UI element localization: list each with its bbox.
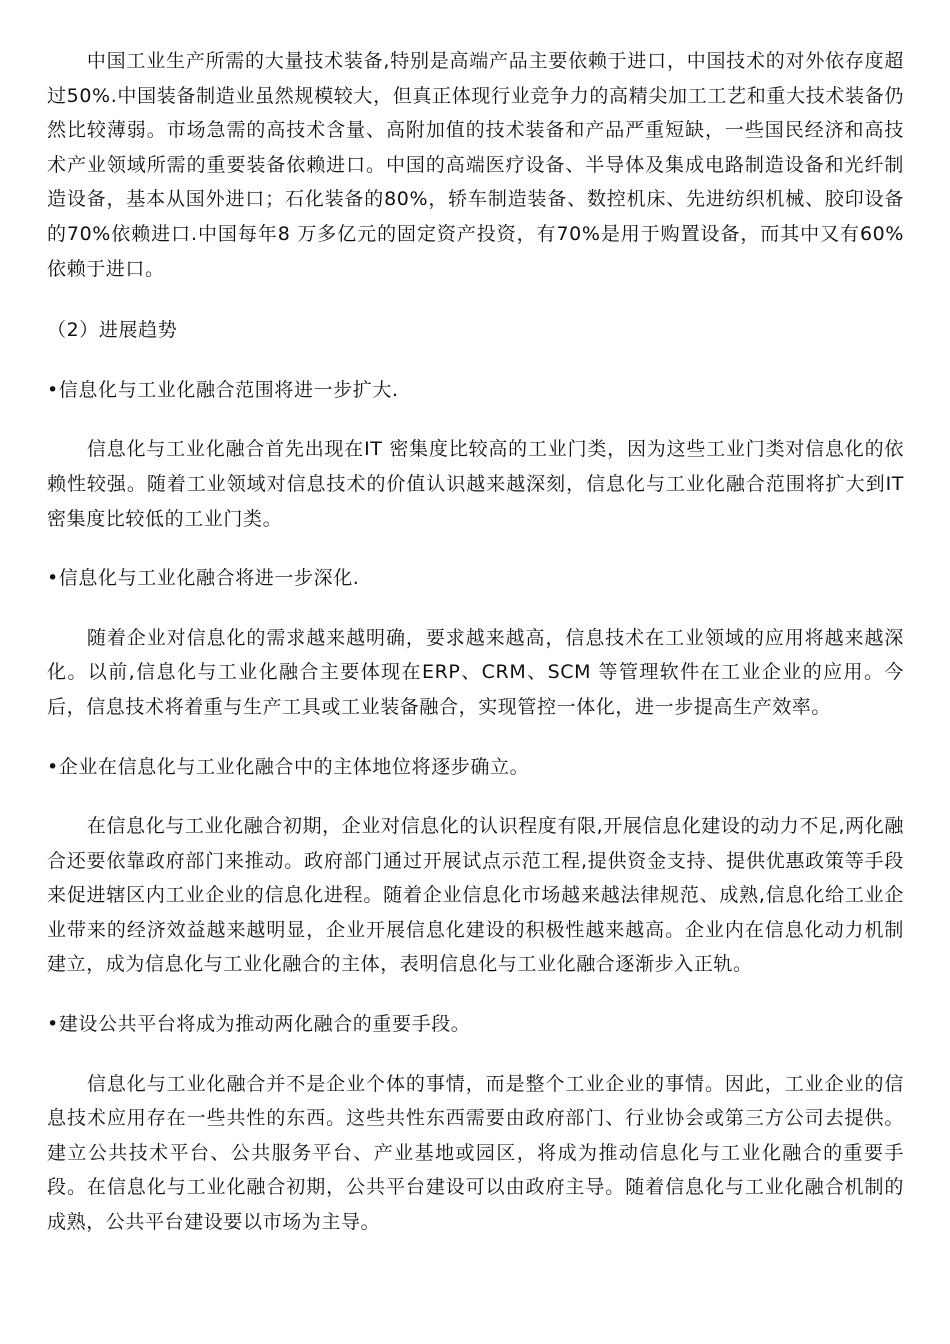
bullet-scope-expansion: •信息化与工业化融合范围将进一步扩大. xyxy=(47,378,399,401)
bullet-public-platform: •建设公共平台将成为推动两化融合的重要手段。 xyxy=(47,1013,471,1036)
paragraph-enterprise-role: 在信息化与工业化融合初期，企业对信息化的认识程度有限,开展信息化建设的动力不足,两化融合还要依靠政府部门来推动。政府部门通过开展试点示范工程,提供资金支持、提供优惠政策等手段来促进辖区内工业企业的信息化进程。随着企业信息化市场越来越法律规范、成熟,信息化给工业企业带来的经济效益越来越明显，企业开展信息化建设的积极性越来越高。企业内在信息化动力机制建立，成为信息化与工业化融合的主体，表明信息化与工业化融合逐渐步入正轨。 xyxy=(47,815,904,976)
paragraph-public-platform: 信息化与工业化融合并不是企业个体的事情，而是整个工业企业的事情。因此，工业企业的信息技术应用存在一些共性的东西。这些共性东西需要由政府部门、行业协会或第三方公司去提供。建立公共技术平台、公共服务平台、产业基地或园区，将成为推动信息化与工业化融合的重要手段。在信息化与工业化融合初期，公共平台建设可以由政府主导。随着信息化与工业化融合机制的成熟，公共平台建设要以市场为主导。 xyxy=(47,1072,904,1234)
bullet-enterprise-role: •企业在信息化与工业化融合中的主体地位将逐步确立。 xyxy=(47,755,530,778)
section-heading: （2）进展趋势 xyxy=(47,319,178,342)
document-page xyxy=(47,44,904,1240)
paragraph-scope-expansion: 信息化与工业化融合首先出现在IT 密集度比较高的工业门类，因为这些工业门类对信息化的依赖性较强。随着工业领域对信息技术的价值认识越来越深刻，信息化与工业化融合范围将扩大到IT 密集度比较低的工业门类。 xyxy=(47,438,904,530)
paragraph-deepening: 随着企业对信息化的需求越来越明确，要求越来越高，信息技术在工业领域的应用将越来越深化。以前,信息化与工业化融合主要体现在ERP、CRM、SCM 等管理软件在工业企业的应用。今后，信息技术将着重与生产工具或工业装备融合，实现管控一体化，进一步提高生产效率。 xyxy=(47,626,904,718)
bullet-deepening: •信息化与工业化融合将进一步深化. xyxy=(47,567,360,590)
intro-paragraph: 中国工业生产所需的大量技术装备,特别是高端产品主要依赖于进口，中国技术的对外依存度超过50%.中国装备制造业虽然规模较大，但真正体现行业竞争力的高精尖加工工艺和重大技术装备仍然比较薄弱。市场急需的高技术含量、高附加值的技术装备和产品严重短缺，一些国民经济和高技术产业领域所需的重要装备依赖进口。中国的高端医疗设备、半导体及集成电路制造设备和光纤制造设备，基本从国外进口；石化装备的80%，轿车制造装备、数控机床、先进纺织机械、胶印设备的70%依赖进口.中国每年8 万多亿元的固定资产投资，有70%是用于购置设备，而其中又有60%依赖于进口。 xyxy=(47,50,904,280)
